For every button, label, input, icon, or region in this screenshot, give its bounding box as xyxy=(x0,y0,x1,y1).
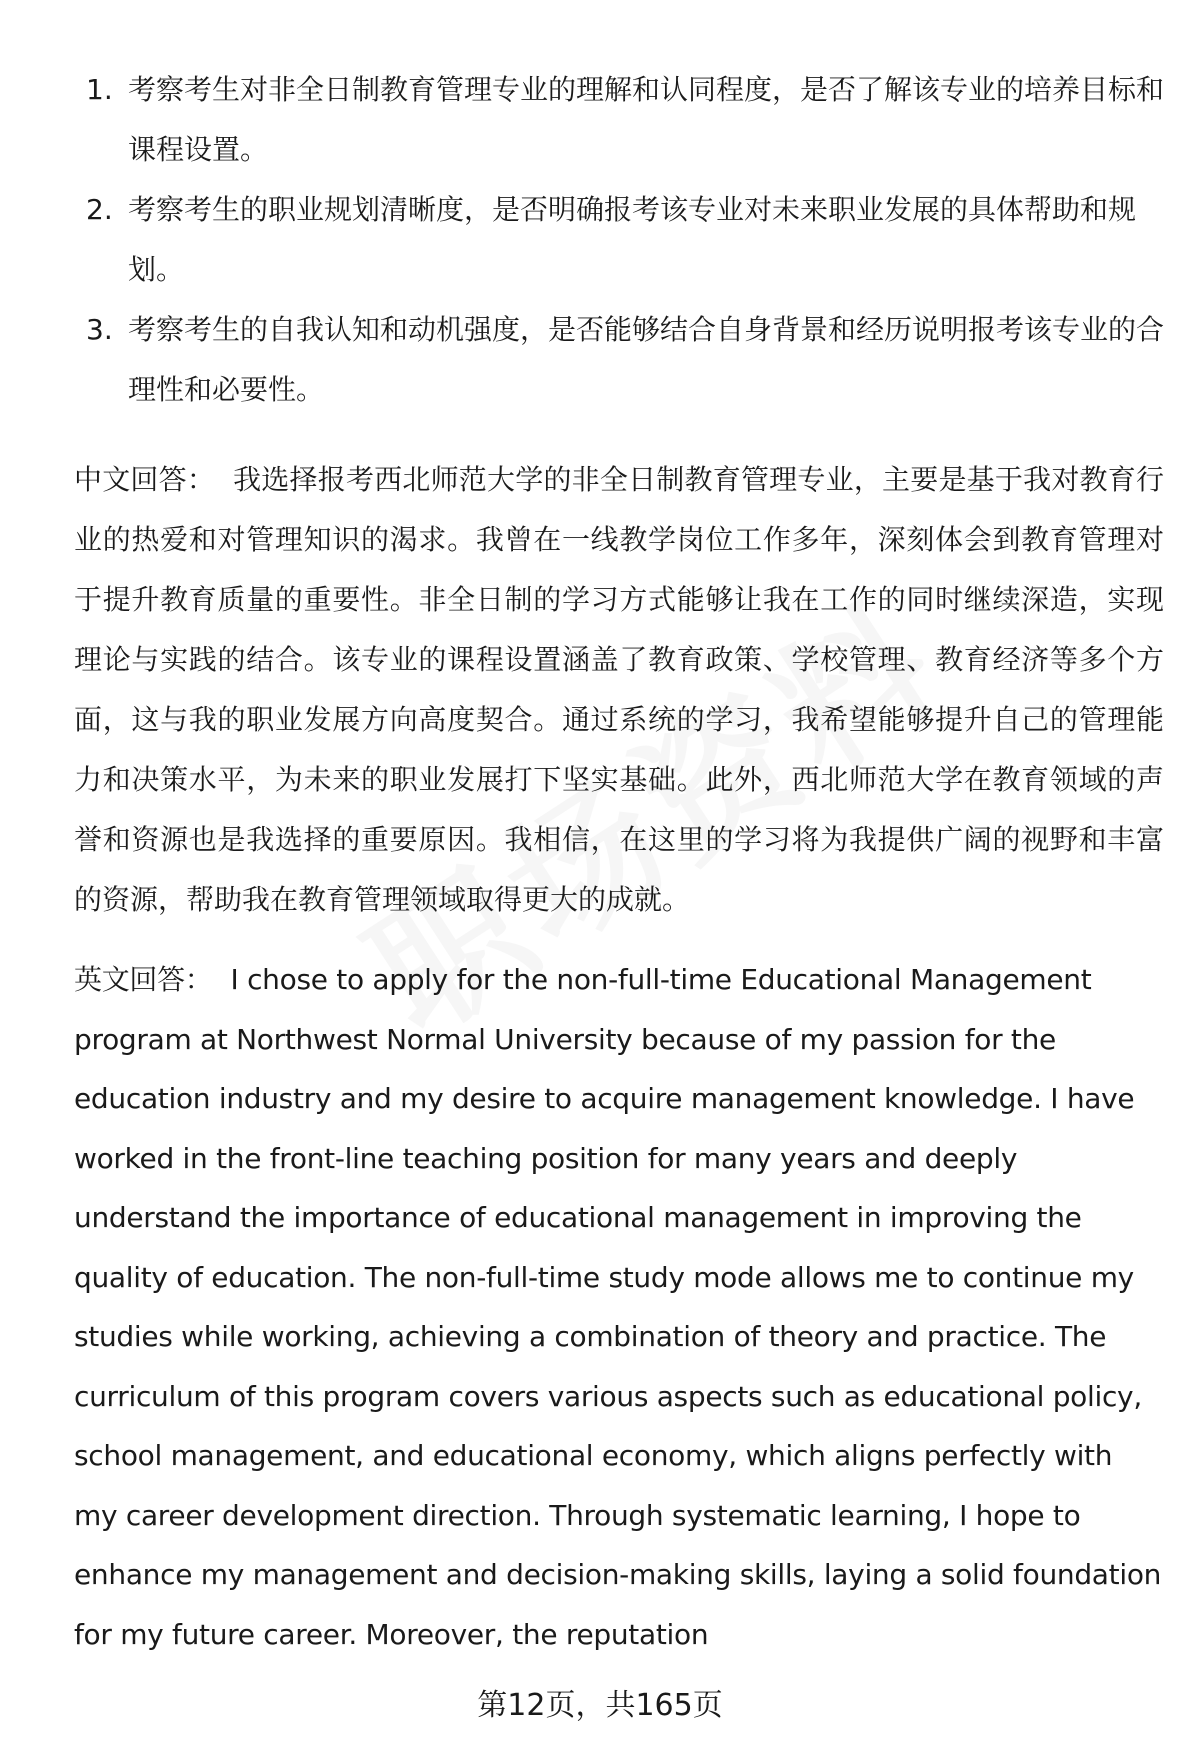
chinese-answer-text: 我选择报考西北师范大学的非全日制教育管理专业，主要是基于我对教育行业的热爱和对管理知识的渴求。我曾在一线教学岗位工作多年，深刻体会到教育管理对于提升教育质量的重要性。非全日制的学习方式能够让我在工作的同时继续深造，实现理论与实践的结合。该专业的课程设置涵盖了教育政策、学校管理、教育经济等多个方面，这与我的职业发展方向高度契合。通过系统的学习，我希望能够提升自己的管理能力和决策水平，为未来的职业发展打下坚实基础。此外，西北师范大学在教育领域的声誉和资源也是我选择的重要原因。我相信，在这里的学习将为我提供广阔的视野和丰富的资源，帮助我在教育管理领域取得更大的成就。 xyxy=(74,463,1164,916)
english-answer-text: I chose to apply for the non-full-time Educational Management program at Northwest Normal University because of my passion for the education industry and my desire to acquire management knowledge. I have worked in the front-line teaching position for many years and deeply understand the importance of educational management in improving the quality of education. The non-full-time study mode allows me to continue my studies while working, achieving a combination of theory and practice. The curriculum of this program covers various aspects such as educational policy, school management, and educational economy, which aligns perfectly with my career development direction. Through systematic learning, I hope to enhance my management and decision-making skills, laying a solid foundation for my future career. Moreover, the reputation xyxy=(74,963,1162,1651)
page-content xyxy=(74,60,1164,1664)
page-number-footer: 第12页，共165页 xyxy=(477,1688,723,1723)
criteria-text: 考察考生的自我认知和动机强度，是否能够结合自身背景和经历说明报考该专业的合理性和必要性。 xyxy=(128,313,1165,406)
criteria-item xyxy=(74,60,1164,180)
criteria-text: 考察考生的职业规划清晰度，是否明确报考该专业对未来职业发展的具体帮助和规划。 xyxy=(128,193,1137,286)
list-number: 3. xyxy=(86,313,113,346)
criteria-list xyxy=(74,60,1164,420)
english-answer-label: 英文回答： xyxy=(74,963,213,996)
criteria-item xyxy=(74,180,1164,300)
criteria-item xyxy=(74,300,1164,420)
chinese-answer-paragraph xyxy=(74,450,1164,930)
list-number: 2. xyxy=(86,193,113,226)
english-answer-paragraph xyxy=(74,950,1164,1664)
list-number: 1. xyxy=(86,73,113,106)
chinese-answer-label: 中文回答： xyxy=(74,463,216,496)
criteria-text: 考察考生对非全日制教育管理专业的理解和认同程度，是否了解该专业的培养目标和课程设置。 xyxy=(128,73,1165,166)
